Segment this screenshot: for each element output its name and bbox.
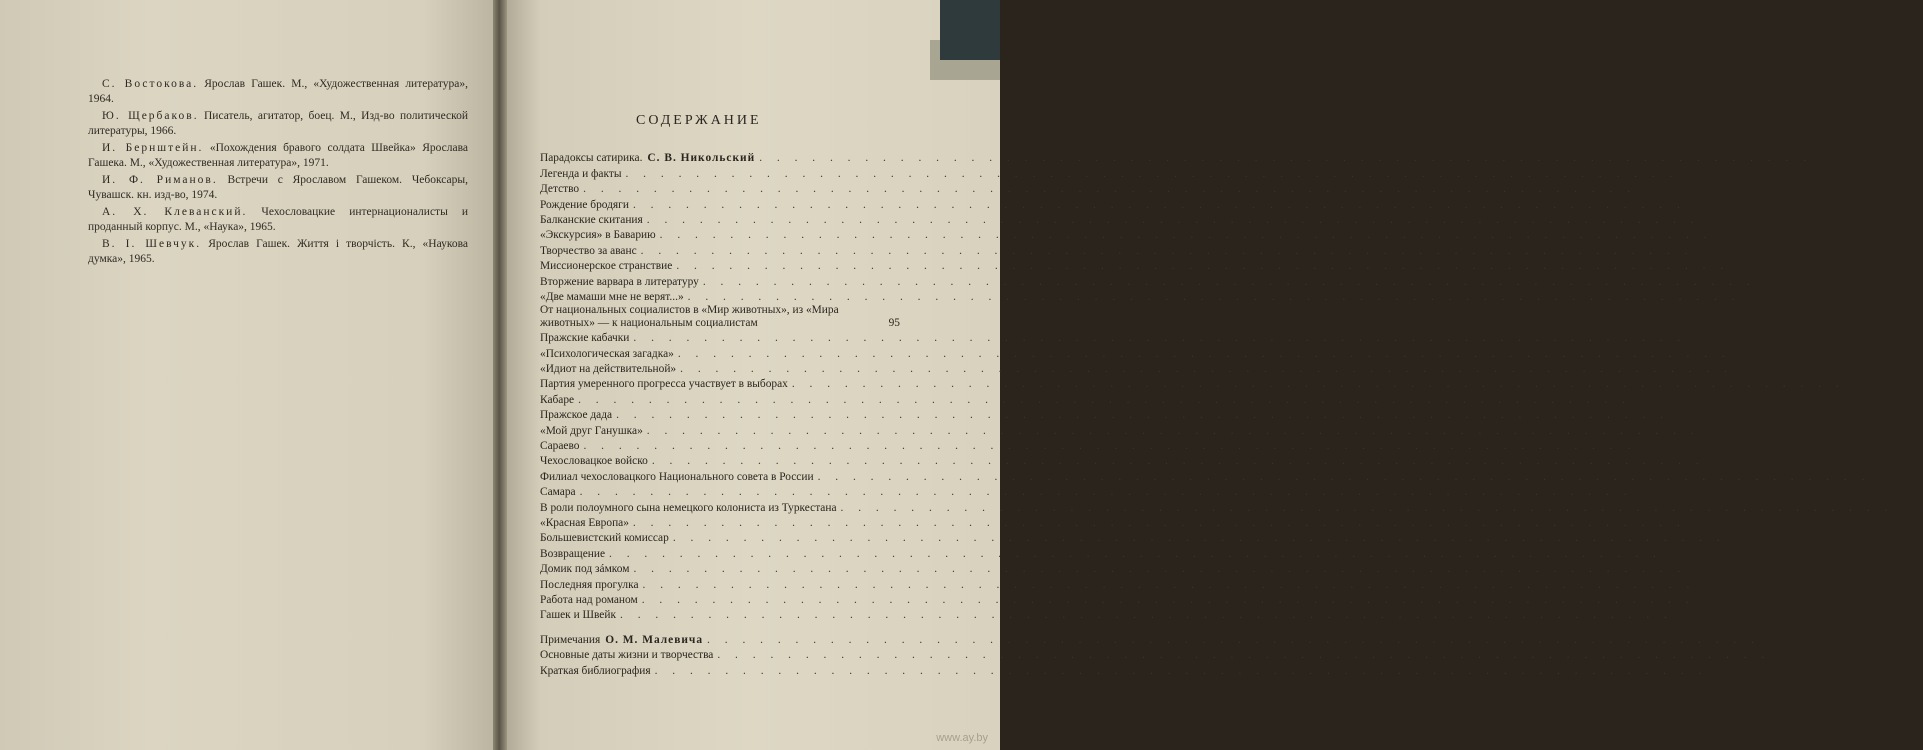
toc-page-number: 298 — [1783, 649, 1801, 662]
toc-leader-dots: . . . . . . . . . . . . . . . . . . . . . . . . . . . . . . . . . . . . . . . . . . . . . . . . . . . . . . . . . . . . — [633, 563, 1687, 576]
toc-leader-dots: . . . . . . . . . . . . . . . . . . . . . . . . . . . . . . . . . . . . . . . . . . . . . . . . . . . . . . . . . . . . — [579, 486, 1633, 499]
toc-page-number: 150 — [1681, 409, 1699, 422]
toc-page-number: 217 — [1698, 516, 1716, 529]
toc-entry — [540, 484, 1663, 499]
toc-entry — [540, 607, 1703, 622]
toc-entry — [540, 376, 1875, 391]
toc-page-number: 265 — [1708, 578, 1726, 591]
toc-entry — [540, 499, 1923, 514]
toc-leader-dots: . . . . . . . . . . . . . . . . . . . . . . . . . . . . . . . . . . . . . . . . . . . . . . . . . . . . . . . . . . . . — [640, 244, 1694, 257]
toc-page-number: 29 — [1704, 198, 1716, 211]
toc-page-number: 301 — [1720, 664, 1738, 677]
toc-entry — [540, 165, 1709, 180]
toc-entry — [540, 468, 1901, 483]
toc-entry-title: Самара — [540, 486, 576, 499]
toc-entry-title: Вторжение варвара в литературу — [540, 275, 699, 288]
toc-entry-title: Примечания — [540, 633, 601, 646]
toc-leader-dots: . . . . . . . . . . . . . . . . . . . . . . . . . . . . . . . . . . . . . . . . . . . . . . . . . . . . . . . . . . . . — [672, 532, 1726, 545]
toc-leader-dots: . . . . . . . . . . . . . . . . . . . . . . . . . . . . . . . . . . . . . . . . . . . . . . . . . . . . . . . . . . . . — [659, 229, 1713, 242]
toc-page-number: 107 — [1699, 332, 1717, 345]
toc-entry-title: Домик под зáмком — [540, 563, 630, 576]
toc-leader-dots: . . . . . . . . . . . . . . . . . . . . . . . . . . . . . . . . . . . . . . . . . . . . . . . . . . . . . . . . . . . . — [717, 649, 1771, 662]
toc-entry-title: Основные даты жизни и творчества — [540, 649, 714, 662]
toc-leader-dots: . . . . . . . . . . . . . . . . . . . . . . . . . . . . . . . . . . . . . . . . . . . . . . . . . . . . . . . . . . . . — [632, 516, 1686, 529]
toc-leader-dots: . . . . . . . . . . . . . . . . . . . . . . . . . . . . . . . . . . . . . . . . . . . . . . . . . . . . . . . . . . . . — [646, 213, 1700, 226]
toc-page-number: 5 — [1836, 152, 1843, 165]
toc-page-number: 233 — [1674, 547, 1692, 560]
toc-leader-dots: . . . . . . . . . . . . . . . . . . . . . . . . . . . . . . . . . . . . . . . . . . . . . . . . . . . . . . . . . . . . — [817, 470, 1871, 483]
toc-entry — [540, 227, 1743, 242]
toc-entry — [540, 530, 1756, 545]
toc-page-number: 22 — [1654, 183, 1666, 196]
toc-entry — [540, 561, 1717, 576]
watermark: www.ay.by — [936, 732, 988, 744]
toc-entry-title: Балканские скитания — [540, 213, 643, 226]
toc-entry-author: О. М. Малевича — [605, 633, 704, 646]
toc-leader-dots: . . . . . . . . . . . . . . . . . . . . . . . . . . . . . . . . . . . . . . . . . . . . . . . . . . . . . . . . . . . . — [578, 393, 1631, 406]
bibliography-entry: Ю. Щербаков. Писатель, агитатор, боец. М., Изд-во политической литературы, 1966. — [88, 110, 468, 137]
toc-page-number: 136 — [1857, 378, 1875, 391]
toc-entry — [540, 196, 1716, 211]
toc-entry-title: Сараево — [540, 440, 580, 453]
toc-entry-title: Рождение бродяги — [540, 198, 629, 211]
toc-entry — [540, 258, 1760, 273]
background-edge — [940, 0, 1000, 60]
toc-entry-title: Партия умеренного прогресса участвует в выборах — [540, 378, 788, 391]
toc-page-number: 276 — [1707, 593, 1725, 606]
toc-page-number: 52 — [1712, 244, 1724, 257]
toc-entry-title: Работа над романом — [540, 593, 638, 606]
toc-leader-dots: . . . . . . . . . . . . . . . . . . . . . . . . . . . . . . . . . . . . . . . . . . . . . . . . . . . . . . . . . . . . — [651, 455, 1705, 468]
toc-leader-dots: . . . . . . . . . . . . . . . . . . . . . . . . . . . . . . . . . . . . . . . . . . . . . . . . . . . . . . . . . . . . — [677, 347, 1731, 360]
left-page — [0, 0, 498, 750]
toc-page-number: 169 — [1649, 440, 1667, 453]
toc-leader-dots: . . . . . . . . . . . . . . . . . . . . . . . . . . . . . . . . . . . . . . . . . . . . . . . . . . . . . . . . . . . . — [632, 198, 1686, 211]
toc-entry — [540, 330, 1717, 345]
toc-entry — [540, 150, 1843, 165]
toc-leader-dots: . . . . . . . . . . . . . . . . . . . . . . . . . . . . . . . . . . . . . . . . . . . . . . . . . . . . . . . . . . . . — [616, 409, 1669, 422]
toc-page-number: 115 — [1744, 347, 1761, 360]
toc-entry — [540, 289, 1771, 304]
toc-entry — [540, 273, 1786, 288]
toc-leader-dots: . . . . . . . . . . . . . . . . . . . . . . . . . . . . . . . . . . . . . . . . . . . . . . . . . . . . . . . . . . . . — [680, 363, 1734, 376]
toc-page-number: 59 — [1747, 260, 1760, 273]
toc-page-number: 45 — [1731, 229, 1743, 242]
toc-page-number: 288 — [1772, 633, 1790, 646]
toc-page-number: 203 — [1645, 486, 1663, 499]
toc-entry-title: Возвращение — [540, 547, 605, 560]
toc-leader-dots: . . . . . . . . . . . . . . . . . . . . . . . . . . . . . . . . . . . . . . . . . . . . . . . . . . . . . . . . . . . . — [646, 424, 1700, 437]
toc-entry-title: «Идиот на действительной» — [540, 363, 677, 376]
toc-entry-title: Кабаре — [540, 393, 575, 406]
toc-page-number: 225 — [1738, 532, 1756, 545]
toc-entry — [540, 361, 1764, 376]
toc-leader-dots: . . . . . . . . . . . . . . . . . . . . . . . . . . . . . . . . . . . . . . . . . . . . . . . . . . . . . . . . . . . . — [702, 275, 1756, 288]
table-of-contents — [540, 150, 1923, 678]
toc-page-number: 193 — [1883, 470, 1901, 483]
toc-page-number: 67 — [1774, 275, 1786, 288]
toc-leader-dots: . . . . . . . . . . . . . . . . . . . . . . . . . . . . . . . . . . . . . . . . . . . . . . . . . . . . . . . . . . . . — [687, 290, 1741, 303]
toc-leader-dots: . . . . . . . . . . . . . . . . . . . . . . . . . . . . . . . . . . . . . . . . . . . . . . . . . . . . . . . . . . . . — [676, 260, 1730, 273]
toc-entry — [540, 515, 1716, 530]
toc-entry-title: Парадоксы сатирика. — [540, 152, 643, 165]
toc-entry — [540, 662, 1738, 677]
toc-entry — [540, 453, 1735, 468]
toc-leader-dots: . . . . . . . . . . . . . . . . . . . . . . . . . . . . . . . . . . . . . . . . . . . . . . . . . . . . . . . . . . . . — [633, 332, 1687, 345]
toc-page-number: 145 — [1643, 393, 1661, 406]
toc-entry-title: Гашек и Швейк — [540, 609, 616, 622]
toc-page-number: 248 — [1699, 563, 1717, 576]
toc-entry-title: Большевистский комиссар — [540, 532, 669, 545]
toc-page-number: 95 — [888, 316, 900, 329]
toc-leader-dots: . . . . . . . . . . . . . . . . . . . . . . . . . . . . . . . . . . . . . . . . . . . . . . . . . . . . . . . . . . . . — [791, 378, 1845, 391]
toc-entry-title: Последняя прогулка — [540, 578, 639, 591]
toc-entry — [540, 242, 1724, 257]
toc-leader-dots: . . . . . . . . . . . . . . . . . . . . . . . . . . . . . . . . . . . . . . . . . . . . . . . . . . . . . . . . . . . . — [642, 578, 1696, 591]
toc-leader-dots: . . . . . . . . . . . . . . . . . . . . . . . . . . . . . . . . . . . . . . . . . . . . . . . . . . . . . . . . . . . . — [840, 501, 1894, 514]
toc-entry-author: С. В. Никольский — [647, 152, 756, 165]
toc-entry-title: «Красная Европа» — [540, 516, 629, 529]
bibliography-entry: В. І. Шевчук. Ярослав Гашек. Життя і творчість. К., «Наукова думка», 1965. — [88, 238, 469, 265]
toc-entry — [540, 391, 1661, 406]
toc-entry — [540, 592, 1725, 607]
toc-page-number: 162 — [1712, 424, 1730, 437]
toc-entry — [540, 545, 1692, 560]
toc-entry-title: От национальных социалистов в «Мир животных», из «Мира животных» — к национальным социалистам — [540, 303, 839, 329]
toc-entry — [540, 422, 1730, 437]
toc-page-number: 282 — [1685, 609, 1703, 622]
bibliography-list — [88, 77, 468, 269]
toc-entry — [540, 576, 1726, 591]
toc-entry-title: Пражские кабачки — [540, 332, 630, 345]
toc-entry — [540, 647, 1801, 662]
toc-leader-dots: . . . . . . . . . . . . . . . . . . . . . . . . . . . . . . . . . . . . . . . . . . . . . . . . . . . . . . . . . . . . — [654, 664, 1708, 677]
toc-leader-dots: . . . . . . . . . . . . . . . . . . . . . . . . . . . . . . . . . . . . . . . . . . . . . . . . . . . . . . . . . . . . — [759, 152, 1813, 165]
toc-entry-title: «Две мамаши мне не верят...» — [540, 290, 684, 303]
toc-entry-title: «Психологическая загадка» — [540, 347, 674, 360]
bibliography-entry: А. Х. Клеванский. Чехословацкие интернационалисты и проданный корпус. М., «Наука», 1965. — [88, 206, 468, 233]
toc-entry-title: Чехословацкое войско — [540, 455, 648, 468]
bibliography-entry: И. Бернштейн. «Похождения бравого солдата Швейка» Ярослава Гашека. М., «Художественная литература», 1971. — [88, 142, 468, 169]
toc-entry-title: Детство — [540, 183, 580, 196]
toc-entry-title: Краткая библиография — [540, 664, 651, 677]
toc-leader-dots: . . . . . . . . . . . . . . . . . . . . . . . . . . . . . . . . . . . . . . . . . . . . . . . . . . . . . . . . . . . . — [625, 167, 1679, 180]
toc-leader-dots: . . . . . . . . . . . . . . . . . . . . . . . . . . . . . . . . . . . . . . . . . . . . . . . . . . . . . . . . . . . . — [641, 593, 1695, 606]
bibliography-entry: И. Ф. Риманов. Встречи с Ярославом Гашеком. Чебоксары, Чувашск. кн. изд-во, 1974. — [88, 174, 469, 201]
toc-page-number: 128 — [1745, 363, 1764, 376]
toc-entry-title: Пражское дада — [540, 409, 613, 422]
toc-page-number: 21 — [1696, 167, 1709, 180]
toc-entry — [540, 304, 904, 330]
toc-leader-dots: . . . . . . . . . . . . . . . . . . . . . . . . . . . . . . . . . . . . . . . . . . . . . . . . . . . . . . . . . . . . — [620, 609, 1673, 622]
toc-leader-dots: . . . . . . . . . . . . . . . . . . . . . . . . . . . . . . . . . . . . . . . . . . . . . . . . . . . . . . . . . . . . — [609, 547, 1662, 560]
toc-entry-title: Миссионерское странствие — [540, 260, 673, 273]
toc-entry-title: В роли полоумного сына немецкого колониста из Туркестана — [540, 501, 837, 514]
toc-entry — [540, 181, 1666, 196]
toc-entry — [540, 631, 1790, 646]
toc-entry — [540, 438, 1667, 453]
toc-entry-title: Филиал чехословацкого Национального совета в России — [540, 470, 814, 483]
toc-entry-title: Легенда и факты — [540, 167, 622, 180]
toc-entry-title: Творчество за аванс — [540, 244, 637, 257]
toc-entry — [540, 212, 1730, 227]
toc-entry-title: «Мой друг Ганушка» — [540, 424, 643, 437]
book-spine — [493, 0, 507, 750]
toc-leader-dots: . . . . . . . . . . . . . . . . . . . . . . . . . . . . . . . . . . . . . . . . . . . . . . . . . . . . . . . . . . . . — [583, 183, 1636, 196]
toc-entry — [540, 407, 1699, 422]
toc-entry-title: «Экскурсия» в Баварию — [540, 229, 656, 242]
toc-leader-dots: . . . . . . . . . . . . . . . . . . . . . . . . . . . . . . . . . . . . . . . . . . . . . . . . . . . . . . . . . . . . — [707, 633, 1760, 646]
toc-page-number: 36 — [1718, 213, 1730, 226]
toc-gap — [540, 622, 904, 631]
toc-page-number: 212 — [1906, 501, 1923, 514]
toc-entry — [540, 345, 1761, 360]
toc-title: СОДЕРЖАНИЕ — [636, 113, 762, 128]
toc-leader-dots: . . . . . . . . . . . . . . . . . . . . . . . . . . . . . . . . . . . . . . . . . . . . . . . . . . . . . . . . . . . . — [583, 440, 1637, 453]
toc-page-number: 79 — [1759, 290, 1771, 303]
bibliography-entry: С. Востокова. Ярослав Гашек. М., «Художественная литература», 1964. — [88, 78, 468, 105]
toc-page-number: 182 — [1717, 455, 1735, 468]
